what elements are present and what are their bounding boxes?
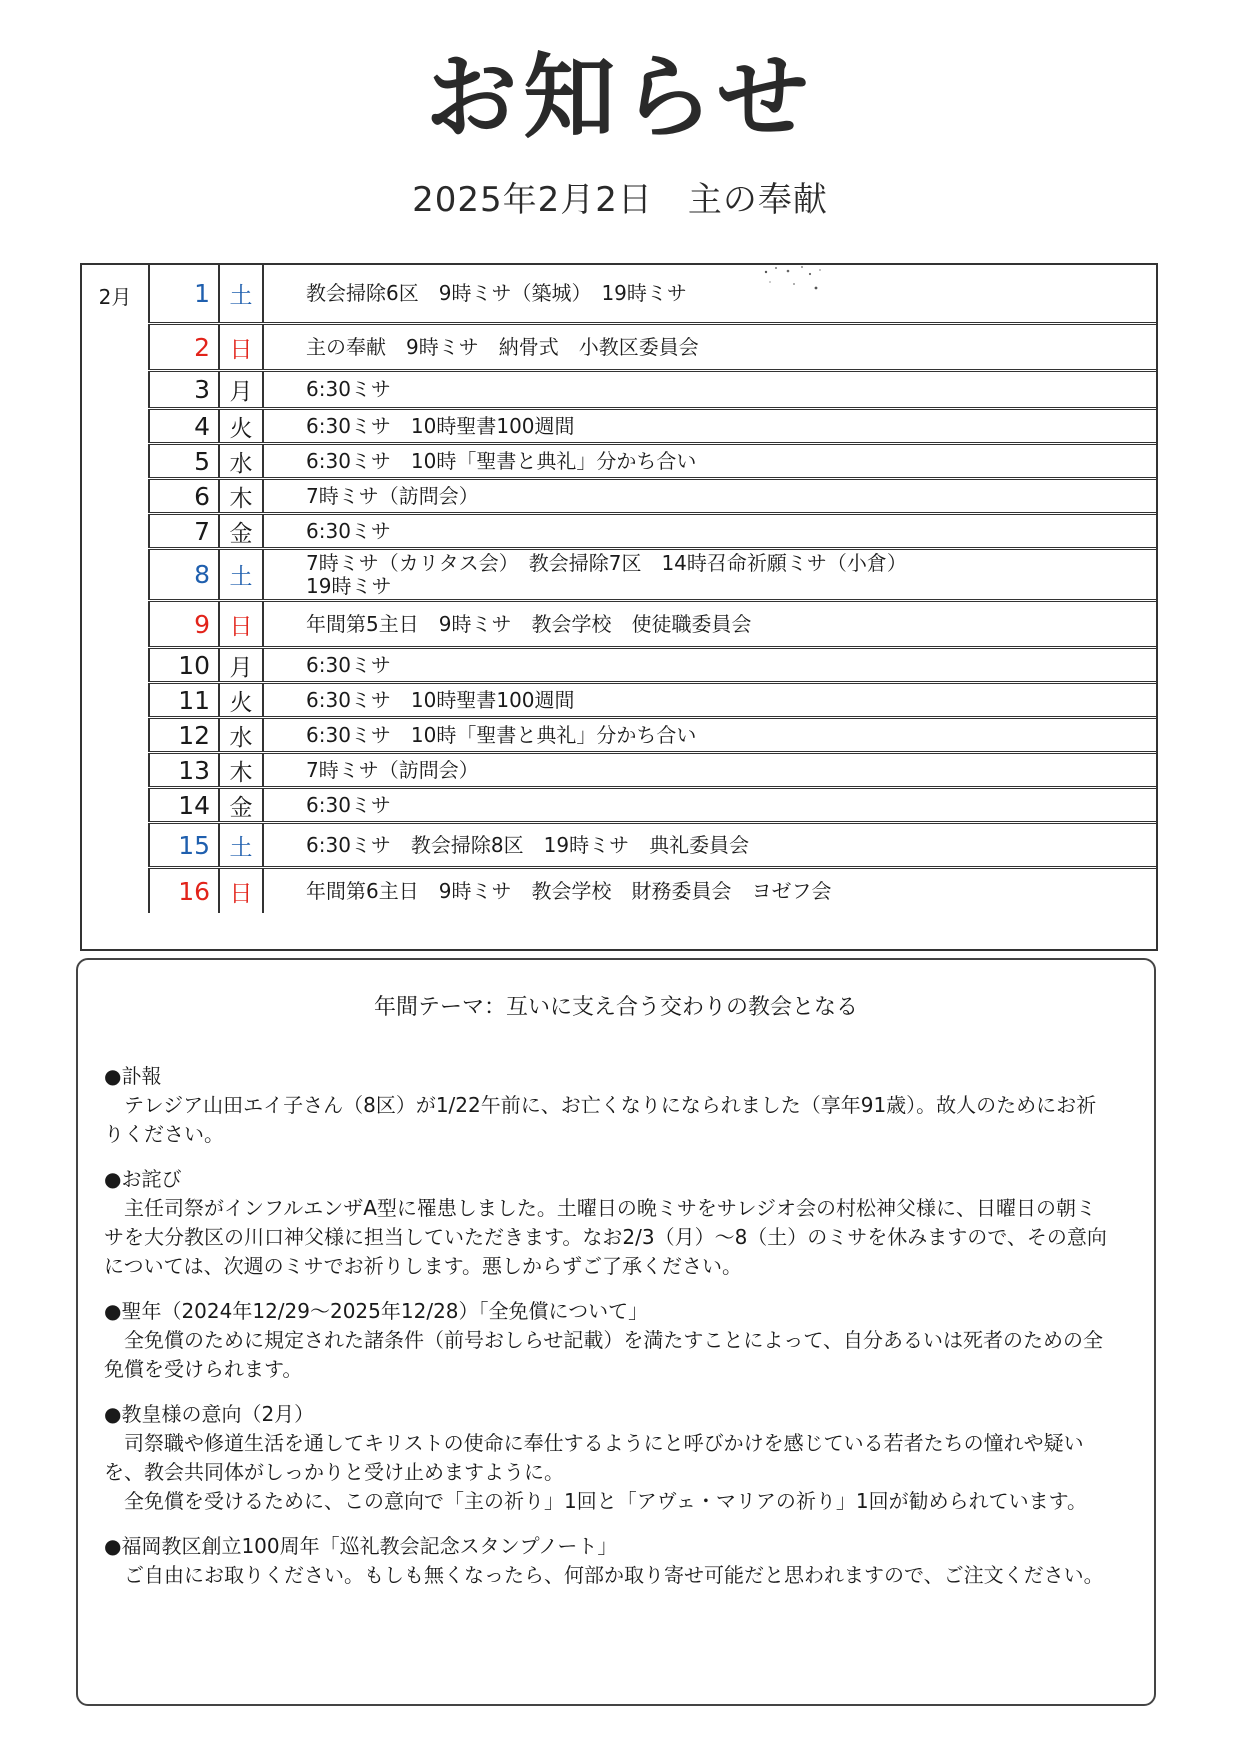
day-of-week: 金 xyxy=(218,789,262,821)
day-of-week: 土 xyxy=(218,265,262,322)
section-paragraph: 全免償のために規定された諸条件（前号おしらせ記載）を満たすことによって、自分あるいは死者のための全免償を受けられます。 xyxy=(104,1328,1103,1381)
day-of-week: 金 xyxy=(218,515,262,547)
day-number: 12 xyxy=(148,719,218,751)
schedule-events xyxy=(262,602,1156,646)
schedule-events xyxy=(262,824,1156,866)
schedule-events-text: 6:30ミサ 10時聖書100週間 xyxy=(306,413,575,438)
schedule-events-text: 6:30ミサ 教会掃除8区 19時ミサ 典礼委員会 xyxy=(306,832,750,857)
schedule-table xyxy=(80,263,1158,951)
schedule-events xyxy=(262,649,1156,681)
schedule-events-text: 主の奉献 9時ミサ 納骨式 小教区委員会 xyxy=(306,334,699,359)
day-of-week: 水 xyxy=(218,719,262,751)
day-of-week: 月 xyxy=(218,372,262,407)
schedule-events-text: 教会掃除6区 9時ミサ（築城） 19時ミサ xyxy=(306,281,687,305)
day-number: 14 xyxy=(148,789,218,821)
schedule-events xyxy=(262,719,1156,751)
day-number: 7 xyxy=(148,515,218,547)
schedule-events xyxy=(262,515,1156,547)
annual-theme: 年間テーマ：互いに支え合う交わりの教会となる xyxy=(373,995,858,1020)
notice-section xyxy=(104,1165,1114,1281)
day-number: 4 xyxy=(148,410,218,442)
schedule-events-text: 年間第5主日 9時ミサ 教会学校 使徒職委員会 xyxy=(306,611,752,636)
scan-noise xyxy=(758,262,838,298)
day-of-week: 水 xyxy=(218,445,262,477)
day-number: 5 xyxy=(148,445,218,477)
schedule-row xyxy=(148,322,1156,369)
notice-box xyxy=(76,958,1156,1706)
schedule-row xyxy=(148,477,1156,512)
day-of-week: 土 xyxy=(218,824,262,866)
schedule-row xyxy=(148,866,1156,913)
schedule-row xyxy=(148,681,1156,716)
day-of-week: 木 xyxy=(218,480,262,512)
section-paragraph: ご自由にお取りください。もしも無くなったら、何部か取り寄せ可能だと思われますので、ご注文ください。 xyxy=(124,1563,1104,1587)
schedule-events-text: 6:30ミサ 10時「聖書と典礼」分かち合い xyxy=(306,448,697,473)
day-of-week: 日 xyxy=(218,325,262,369)
day-of-week: 木 xyxy=(218,754,262,786)
schedule-events xyxy=(262,265,1156,322)
section-paragraph: 全免償を受けるために、この意向で「主の祈り」1回と「アヴェ・マリアの祈り」1回が勧められています。 xyxy=(124,1489,1088,1513)
schedule-events xyxy=(262,480,1156,512)
schedule-row xyxy=(148,547,1156,599)
schedule-events-text: 7時ミサ（訪問会） xyxy=(306,757,479,782)
schedule-row xyxy=(148,751,1156,786)
schedule-events xyxy=(262,789,1156,821)
schedule-events-text: 6:30ミサ xyxy=(306,652,391,677)
schedule-events xyxy=(262,410,1156,442)
day-of-week: 日 xyxy=(218,869,262,913)
day-number: 10 xyxy=(148,649,218,681)
schedule-row xyxy=(148,599,1156,646)
schedule-row xyxy=(148,265,1156,322)
schedule-row xyxy=(148,407,1156,442)
day-number: 8 xyxy=(148,550,218,599)
day-number: 3 xyxy=(148,372,218,407)
schedule-events xyxy=(262,869,1156,913)
schedule-events-text: 7時ミサ（カリタス会） 教会掃除7区 14時召命祈願ミサ（小倉） 19時ミサ xyxy=(306,550,907,598)
notice-sections xyxy=(104,1062,1114,1606)
day-number: 16 xyxy=(148,869,218,913)
schedule-events-text: 6:30ミサ xyxy=(306,792,391,817)
schedule-events xyxy=(262,445,1156,477)
day-of-week: 日 xyxy=(218,602,262,646)
schedule-events xyxy=(262,550,1156,599)
page-subtitle: 2025年2月2日 主の奉献 xyxy=(412,180,828,220)
notice-section xyxy=(104,1400,1114,1516)
notice-section xyxy=(104,1297,1114,1384)
day-number: 6 xyxy=(148,480,218,512)
schedule-events-text: 7時ミサ（訪問会） xyxy=(306,483,479,508)
section-heading: ●教皇様の意向（2月） xyxy=(104,1402,315,1426)
day-number: 15 xyxy=(148,824,218,866)
day-number: 1 xyxy=(148,265,218,322)
schedule-row xyxy=(148,442,1156,477)
schedule-events xyxy=(262,325,1156,369)
schedule-events xyxy=(262,754,1156,786)
day-of-week: 土 xyxy=(218,550,262,599)
schedule-row xyxy=(148,369,1156,407)
notice-section xyxy=(104,1062,1114,1149)
schedule-row xyxy=(148,786,1156,821)
schedule-events-text: 6:30ミサ 10時聖書100週間 xyxy=(306,687,575,712)
section-paragraph: テレジア山田エイ子さん（8区）が1/22午前に、お亡くなりになられました（享年91歳）。故人のためにお祈りください。 xyxy=(104,1093,1097,1146)
schedule-row xyxy=(148,716,1156,751)
day-number: 13 xyxy=(148,754,218,786)
section-paragraph: 主任司祭がインフルエンザA型に罹患しました。土曜日の晩ミサをサレジオ会の村松神父様に、日曜日の朝ミサを大分教区の川口神父様に担当していただきます。なお2/3（月）～8（土）のミサを休みますので、その意向については、次週のミサでお祈りします。悪しからずご了承ください。 xyxy=(104,1196,1107,1278)
section-heading: ●聖年（2024年12/29～2025年12/28）「全免償について」 xyxy=(104,1299,649,1323)
schedule-row xyxy=(148,646,1156,681)
schedule-events-text: 6:30ミサ 10時「聖書と典礼」分かち合い xyxy=(306,722,697,747)
section-paragraph: 司祭職や修道生活を通してキリストの使命に奉仕するようにと呼びかけを感じている若者たちの憧れや疑いを、教会共同体がしっかりと受け止めますように。 xyxy=(104,1431,1084,1484)
schedule-events-text: 年間第6主日 9時ミサ 教会学校 財務委員会 ヨゼフ会 xyxy=(306,878,832,903)
schedule-events-text: 6:30ミサ xyxy=(306,518,391,543)
schedule-events xyxy=(262,684,1156,716)
day-number: 11 xyxy=(148,684,218,716)
schedule-row xyxy=(148,821,1156,866)
day-of-week: 火 xyxy=(218,410,262,442)
schedule-events xyxy=(262,372,1156,407)
day-of-week: 火 xyxy=(218,684,262,716)
notice-section xyxy=(104,1532,1114,1590)
month-label: 2月 xyxy=(98,284,132,309)
schedule-events-text: 6:30ミサ xyxy=(306,377,391,401)
section-heading: ●お詫び xyxy=(104,1167,182,1191)
day-number: 2 xyxy=(148,325,218,369)
day-of-week: 月 xyxy=(218,649,262,681)
day-number: 9 xyxy=(148,602,218,646)
section-heading: ●福岡教区創立100周年「巡礼教会記念スタンプノート」 xyxy=(104,1534,618,1558)
section-heading: ●訃報 xyxy=(104,1064,162,1088)
page-title: お知らせ xyxy=(425,44,815,151)
schedule-row xyxy=(148,512,1156,547)
